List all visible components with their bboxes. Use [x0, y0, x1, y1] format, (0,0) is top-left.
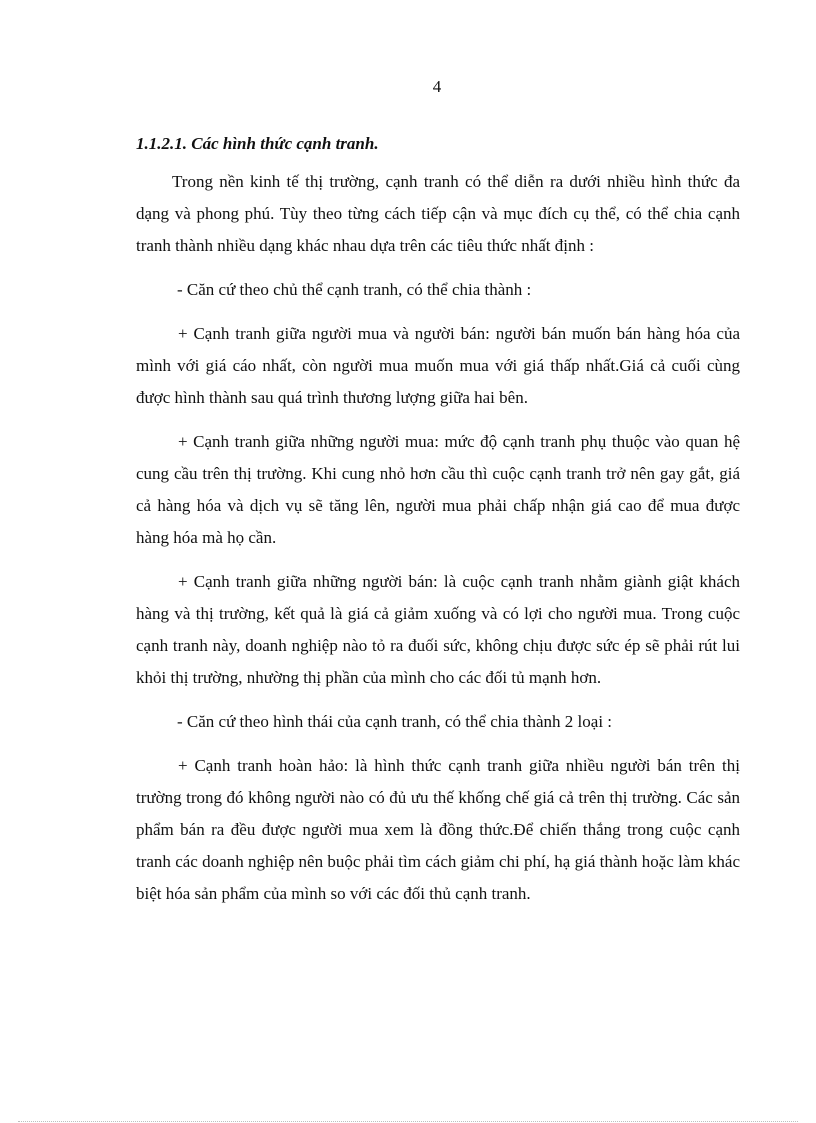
paragraph-between-buyers: + Cạnh tranh giữa những người mua: mức độ cạnh tranh phụ thuộc vào quan hệ cung cầu trên thị trường. Khi cung nhỏ hơn cầu thì cuộc cạnh tranh trở nên gay gắt, giá cả hàng hóa và dịch vụ sẽ tăng lên, người mua phải chấp nhận giá cao để mua được hàng hóa mà họ cần.: [136, 432, 740, 547]
paragraph-perfect-competition: + Cạnh tranh hoàn hảo: là hình thức cạnh tranh giữa nhiều người bán trên thị trường trong đó không người nào có đủ ưu thế khống chế giá cả trên thị trường. Các sản phẩm bán ra đều được người mua xem là đồng thức.Để chiến thắng trong cuộc cạnh tranh các doanh nghiệp nên buộc phải tìm cách giảm chi phí, hạ giá thành hoặc làm khác biệt hóa sản phẩm của mình so với các đối thủ cạnh tranh.: [136, 756, 740, 903]
paragraph-criterion-form: - Căn cứ theo hình thái của cạnh tranh, có thể chia thành 2 loại :: [177, 712, 613, 731]
paragraph-intro: Trong nền kinh tế thị trường, cạnh tranh có thể diễn ra dưới nhiều hình thức đa dạng và phong phú. Tùy theo từng cách tiếp cận và mục đích cụ thể, có thể chia cạnh tranh thành nhiều dạng khác nhau dựa trên các tiêu thức nhất định :: [136, 172, 740, 255]
paragraph-criterion-subject: - Căn cứ theo chủ thể cạnh tranh, có thể chia thành :: [177, 280, 532, 299]
section-heading: 1.1.2.1. Các hình thức cạnh tranh.: [136, 134, 379, 153]
page-number: 4: [432, 77, 442, 96]
page-bottom-divider: [18, 1121, 798, 1122]
paragraph-buyer-seller: + Cạnh tranh giữa người mua và người bán: người bán muốn bán hàng hóa của mình với giá cáo nhất, còn người mua muốn mua với giá thấp nhất.Giá cả cuối cùng được hình thành sau quá trình thương lượng giữa hai bên.: [136, 324, 740, 407]
page-body: [136, 128, 740, 922]
paragraph-between-sellers: + Cạnh tranh giữa những người bán: là cuộc cạnh tranh nhằm giành giật khách hàng và thị trường, kết quả là giá cả giảm xuống và có lợi cho người mua. Trong cuộc cạnh tranh này, doanh nghiệp nào tỏ ra đuối sức, không chịu được sức ép sẽ phải rút lui khỏi thị trường, nhường thị phần của mình cho các đối tủ mạnh hơn.: [136, 572, 740, 687]
